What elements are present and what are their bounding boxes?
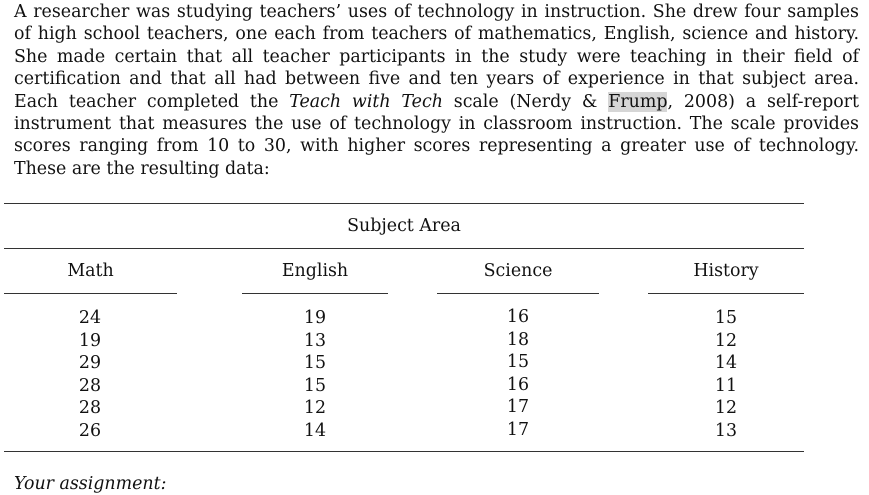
history-value: 14 bbox=[714, 353, 738, 374]
math-column-values bbox=[60, 307, 120, 443]
scale-title: Teach with Tech bbox=[289, 91, 443, 112]
english-column-values bbox=[285, 307, 345, 443]
english-value: 12 bbox=[303, 398, 327, 419]
problem-paragraph bbox=[14, 1, 859, 180]
history-value: 11 bbox=[714, 375, 738, 396]
column-header-history: History bbox=[693, 261, 759, 281]
math-value: 28 bbox=[78, 375, 102, 396]
history-header-rule bbox=[648, 293, 804, 294]
table-bottom-rule bbox=[4, 451, 804, 452]
paragraph-text-2: scale (Nerdy & bbox=[442, 91, 609, 112]
english-value: 15 bbox=[303, 353, 327, 374]
science-header-rule bbox=[437, 293, 599, 294]
science-value: 16 bbox=[506, 307, 530, 327]
english-value: 19 bbox=[303, 308, 327, 328]
history-value: 12 bbox=[714, 330, 738, 351]
table-spanner-header: Subject Area bbox=[347, 216, 461, 236]
math-value: 19 bbox=[78, 330, 102, 351]
math-header-rule bbox=[4, 293, 177, 294]
column-header-science: Science bbox=[483, 261, 553, 281]
math-value: 24 bbox=[78, 308, 102, 328]
history-column-values bbox=[696, 307, 756, 443]
english-header-rule bbox=[242, 293, 388, 294]
column-header-english: English bbox=[281, 261, 349, 281]
history-value: 13 bbox=[714, 420, 738, 441]
paragraph-text-1: A researcher was studying teachers’ uses of technology in instruction. She drew four samples of high school teachers, one each from teachers of mathematics, English, science and history. She made certain that all teacher participants in the study were teaching in their field of certification and that all had between five and ten years of experience in that subject area. Each teacher completed the bbox=[14, 2, 859, 112]
history-value: 15 bbox=[714, 308, 738, 328]
assignment-heading: Your assignment: bbox=[14, 474, 167, 494]
math-value: 29 bbox=[78, 353, 102, 374]
science-value: 16 bbox=[506, 374, 530, 395]
table-top-rule bbox=[4, 203, 804, 204]
column-header-math: Math bbox=[67, 261, 114, 281]
science-value: 18 bbox=[506, 329, 530, 350]
spanner-rule bbox=[4, 248, 804, 249]
english-value: 13 bbox=[303, 330, 327, 351]
history-value: 12 bbox=[714, 398, 738, 419]
paragraph-text-3: , 2008) a self-report instrument that measures the use of technology in classroom instruction. The scale provides scores ranging from 10 to 30, with higher scores representing a greater use of technology. These are the resulting data: bbox=[14, 91, 859, 179]
math-value: 28 bbox=[78, 398, 102, 419]
science-value: 17 bbox=[506, 397, 530, 418]
math-value: 26 bbox=[78, 420, 102, 441]
highlighted-word: Frump bbox=[608, 91, 668, 112]
science-column-values bbox=[488, 306, 548, 442]
english-value: 15 bbox=[303, 375, 327, 396]
science-value: 15 bbox=[506, 352, 530, 373]
science-value: 17 bbox=[506, 419, 530, 440]
english-value: 14 bbox=[303, 420, 327, 441]
